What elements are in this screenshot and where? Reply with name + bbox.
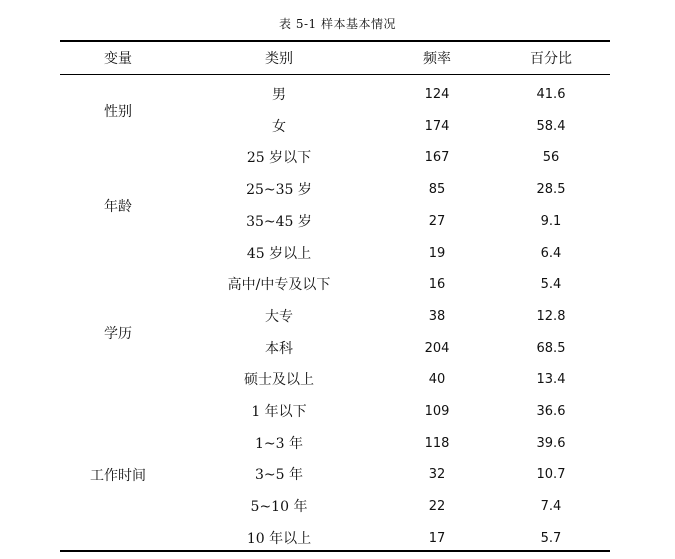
- row-category: 45 岁以上: [246, 245, 312, 262]
- row-frequency: 174: [424, 118, 450, 134]
- row-frequency: 38: [428, 308, 446, 324]
- row-frequency: 16: [428, 277, 446, 293]
- row-frequency: 17: [428, 530, 446, 546]
- row-category: 1 年以下: [251, 404, 307, 420]
- row-frequency: 118: [424, 435, 450, 451]
- row-percent: 12.8: [536, 308, 566, 324]
- row-frequency: 85: [428, 182, 446, 198]
- table-caption: 表 5-1 样本基本情况: [279, 17, 396, 31]
- row-percent: 28.5: [536, 182, 566, 198]
- row-frequency: 167: [424, 150, 450, 166]
- row-category: 10 年以上: [246, 530, 312, 547]
- row-percent: 68.5: [536, 340, 566, 356]
- row-percent: 7.4: [540, 499, 562, 515]
- row-percent: 58.4: [536, 118, 566, 134]
- row-frequency: 19: [428, 245, 446, 261]
- row-frequency: 109: [424, 404, 450, 419]
- row-frequency: 22: [428, 499, 446, 515]
- row-category: 5~10 年: [250, 499, 308, 516]
- row-category: 高中/中专及以下: [227, 277, 331, 294]
- row-frequency: 204: [424, 340, 450, 356]
- row-category: 硕士及以上: [244, 372, 314, 389]
- row-category: 35~45 岁: [246, 213, 312, 230]
- row-percent: 10.7: [536, 467, 566, 483]
- header-rule: [60, 74, 610, 75]
- variable-label: 年龄: [104, 198, 132, 215]
- header-percent: 百分比: [530, 51, 572, 67]
- header-category: 类别: [265, 51, 293, 67]
- row-category: 25~35 岁: [246, 182, 312, 199]
- row-category: 男: [272, 87, 286, 103]
- row-percent: 5.7: [540, 530, 562, 546]
- row-frequency: 27: [428, 213, 446, 229]
- row-category: 3~5 年: [255, 467, 303, 484]
- row-percent: 41.6: [536, 87, 566, 102]
- row-category: 1~3 年: [255, 435, 303, 452]
- row-percent: 56: [542, 150, 560, 166]
- variable-label: 学历: [104, 325, 132, 342]
- row-percent: 36.6: [536, 404, 566, 419]
- top-rule: [60, 40, 610, 42]
- row-frequency: 40: [428, 372, 446, 388]
- row-percent: 13.4: [536, 372, 566, 388]
- row-category: 女: [272, 118, 286, 135]
- row-percent: 9.1: [540, 213, 562, 229]
- row-category: 本科: [265, 340, 293, 357]
- variable-label: 性别: [104, 103, 132, 120]
- row-category: 大专: [265, 308, 293, 325]
- row-percent: 39.6: [536, 435, 566, 451]
- row-frequency: 32: [428, 467, 446, 483]
- row-category: 25 岁以下: [246, 150, 312, 167]
- bottom-rule: [60, 550, 610, 552]
- row-percent: 6.4: [540, 245, 562, 261]
- variable-label: 工作时间: [90, 468, 146, 485]
- header-frequency: 频率: [423, 51, 451, 67]
- header-variable: 变量: [104, 51, 132, 67]
- row-percent: 5.4: [540, 277, 562, 293]
- row-frequency: 124: [424, 87, 450, 102]
